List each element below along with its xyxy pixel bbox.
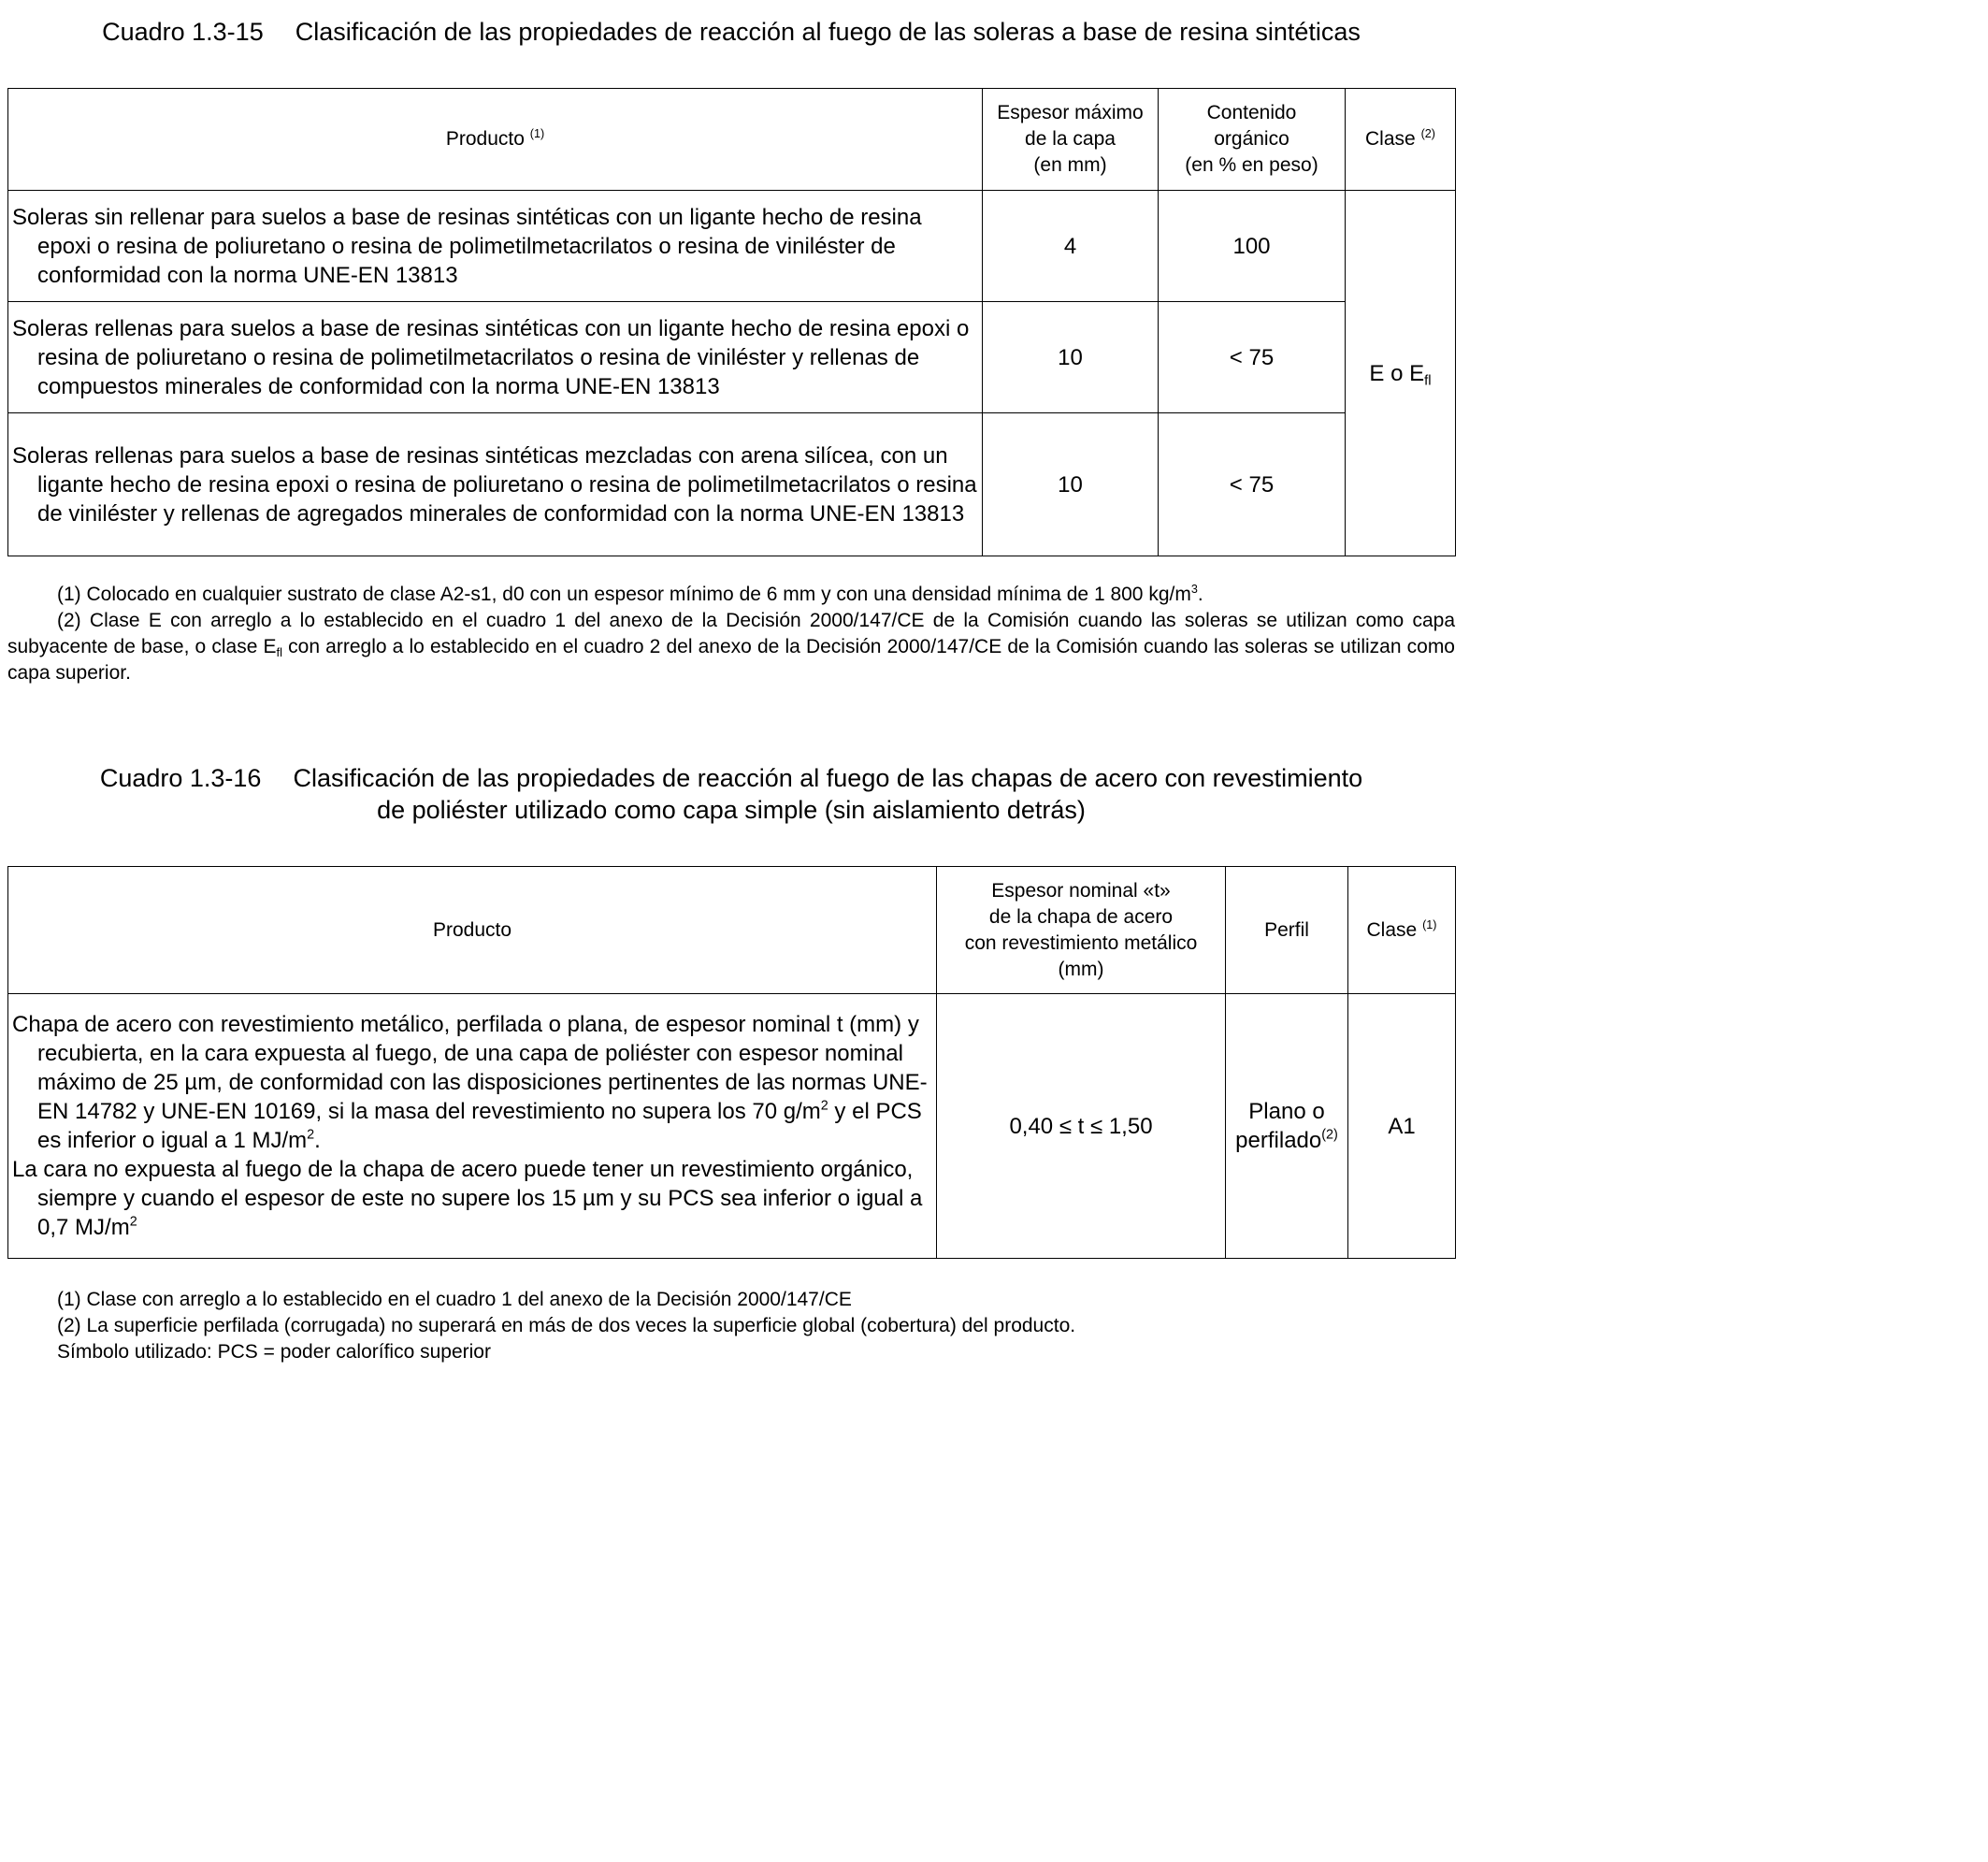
- header-producto: Producto $^{(1)}$: [8, 89, 983, 191]
- header-producto-note: (1): [529, 126, 545, 140]
- table2-note-1: (1) Clase con arreglo a lo establecido en el cuadro 1 del anexo de la Decisión 2000/147/CE: [57, 1289, 852, 1310]
- table2-title-line1: Clasificación de las propiedades de reacción al fuego de las chapas de acero con revestimiento: [293, 764, 1363, 792]
- table1: [7, 88, 1456, 556]
- table2-header-row: [8, 867, 1456, 994]
- contenido-cell: < 75: [1159, 302, 1346, 413]
- clase-cell: E o $E_{fl}$: [1346, 191, 1456, 556]
- espesor-cell: 10: [983, 302, 1159, 413]
- table2-notes: [57, 1287, 1455, 1365]
- table2-note-2: (2) La superficie perfilada (corrugada) no superará en más de dos veces la superficie global (cobertura) del producto.: [57, 1315, 1076, 1336]
- contenido-cell: 100: [1159, 191, 1346, 302]
- header-perfil: Perfil: [1226, 867, 1348, 994]
- header-contenido: Contenido orgánico (en % en peso): [1159, 89, 1346, 191]
- table2-number: Cuadro 1.3-16: [99, 764, 262, 792]
- espesor-cell: 4: [983, 191, 1159, 302]
- product-cell: Soleras rellenas para suelos a base de resinas sintéticas mezcladas con arena silícea, con un ligante hecho de resina epoxi o resina de poliuretano o resina de polimetilmetacrilatos o resina de viniléster y rellenas de agregados minerales de conformidad con la norma UNE-EN 13813: [8, 413, 983, 556]
- table1-title-text: Clasificación de las propiedades de reacción al fuego de las soleras a base de resina sintéticas: [295, 18, 1361, 46]
- clase-cell: A1: [1348, 994, 1456, 1259]
- product-cell: Soleras rellenas para suelos a base de resinas sintéticas con un ligante hecho de resina epoxi o resina de poliuretano o resina de polimetilmetacrilatos o resina de viniléster y rellenas de compuestos minerales de conformidad con la norma UNE-EN 13813: [8, 302, 983, 413]
- table-row: [8, 994, 1456, 1259]
- espesor-cell: 10: [983, 413, 1159, 556]
- table1-number: Cuadro 1.3-15: [102, 18, 264, 46]
- table2-title: [7, 762, 1455, 826]
- header-clase: Clase $^{(2)}$: [1346, 89, 1456, 191]
- table2-note-3: Símbolo utilizado: PCS = poder calorífico superior: [57, 1341, 491, 1363]
- contenido-cell: < 75: [1159, 413, 1346, 556]
- table1-title: [7, 16, 1455, 48]
- table1-note-1: (1) Colocado en cualquier sustrato de clase A2-s1, d0 con un espesor mínimo de 6 mm y con una densidad mínima de 1 800 $kg/m^3$.: [57, 582, 1203, 605]
- product-cell: Soleras sin rellenar para suelos a base de resinas sintéticas con un ligante hecho de resina epoxi o resina de poliuretano o resina de polimetilmetacrilatos o resina de viniléster de conformidad con la norma UNE-EN 13813: [8, 191, 983, 302]
- header-espesor: Espesor máximo de la capa (en mm): [983, 89, 1159, 191]
- table-row: [8, 413, 1456, 556]
- product-cell: [8, 994, 937, 1259]
- table-row: [8, 191, 1456, 302]
- header-clase-note: (1): [1422, 917, 1437, 931]
- header-producto: Producto: [8, 867, 937, 994]
- header-clase-note: (2): [1420, 126, 1435, 140]
- table1-note-2: (2) Clase E con arreglo a lo establecido en el cuadro 1 del anexo de la Decisión 2000/147/CE de la Comisión cuando las soleras se utilizan como capa subyacente de base, o clase $E_{fl}$ con arreglo a lo establecido en el cuadro 2 del anexo de la Decisión 2000/147/CE de la Comisión cuando las soleras se utilizan como capa superior.: [7, 610, 1455, 684]
- header-espesor-nominal: Espesor nominal «t» de la chapa de acero con revestimiento metálico (mm): [937, 867, 1226, 994]
- table2-title-line2: de poliéster utilizado como capa simple (sin aislamiento detrás): [377, 796, 1086, 824]
- product-paragraph-1: Chapa de acero con revestimiento metálico, perfilada o plana, de espesor nominal t (mm) y recubierta, en la cara expuesta al fuego, de una capa de poliéster con espesor nominal máximo de 25 µm, de conformidad con las disposiciones pertinentes de las normas UNE-EN 14782 y UNE-EN 10169, si la masa del revestimiento no supera los 70 $g/m^2$ y el PCS es inferior o igual a 1 $MJ/m^2$.: [12, 1012, 928, 1153]
- header-clase: Clase $^{(1)}$: [1348, 867, 1456, 994]
- table2: [7, 866, 1456, 1259]
- clase-subscript: fl: [1424, 372, 1432, 388]
- table1-header-row: [8, 89, 1456, 191]
- table-row: [8, 302, 1456, 413]
- table1-notes: [7, 582, 1455, 686]
- perfil-cell: Plano o perfilado$^{(2)}$: [1226, 994, 1348, 1259]
- espesor-cell: 0,40 ≤ t ≤ 1,50: [937, 994, 1226, 1259]
- product-paragraph-2: La cara no expuesta al fuego de la chapa de acero puede tener un revestimiento orgánico, siempre y cuando el espesor de este no supere los 15 µm y su PCS sea inferior o igual a 0,7 $MJ/m^2$: [12, 1157, 923, 1240]
